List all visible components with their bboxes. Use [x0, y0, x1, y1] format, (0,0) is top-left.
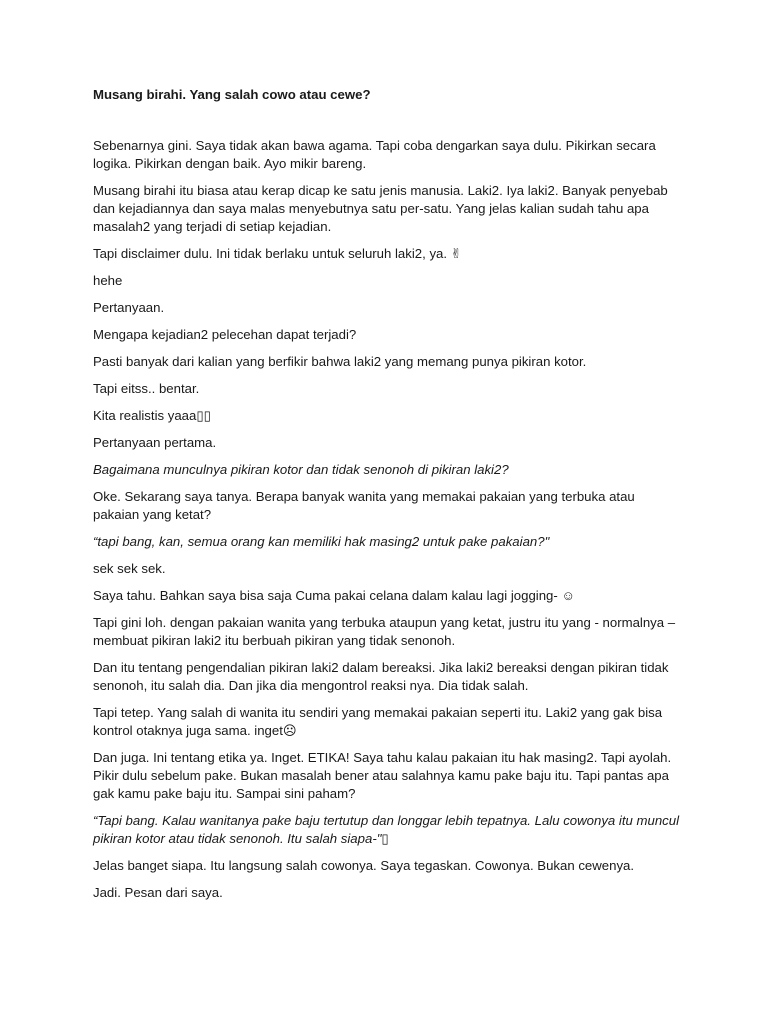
paragraph: Pasti banyak dari kalian yang berfikir bahwa laki2 yang memang punya pikiran kotor. — [93, 354, 587, 369]
paragraph: Tapi gini loh. dengan pakaian wanita yang terbuka ataupun yang ketat, justru itu yang - normalnya – membuat pikiran laki2 itu berbuah pikiran yang tidak senonoh. — [93, 615, 676, 648]
paragraph: Saya tahu. Bahkan saya bisa saja Cuma pakai celana dalam kalau lagi jogging- ☺ — [93, 588, 575, 603]
paragraph: Dan juga. Ini tentang etika ya. Inget. ETIKA! Saya tahu kalau pakaian itu hak masing2. Tapi ayolah. Pikir dulu sebelum pake. Bukan masalah bener atau salahnya kamu pake baju itu. Tapi pantas apa gak kamu pake baju itu. Sampai sini paham? — [93, 750, 672, 801]
paragraph: Musang birahi itu biasa atau kerap dicap ke satu jenis manusia. Laki2. Iya laki2. Banyak penyebab dan kejadiannya dan saya malas menyebutnya satu per-satu. Yang jelas kalian sudah tahu apa masalah2 yang terjadi di setiap kejadian. — [93, 183, 668, 234]
paragraph: Jelas banget siapa. Itu langsung salah cowonya. Saya tegaskan. Cowonya. Bukan cewenya. — [93, 858, 635, 873]
paragraph: Pertanyaan pertama. — [93, 435, 217, 450]
paragraph: Sebenarnya gini. Saya tidak akan bawa agama. Tapi coba dengarkan saya dulu. Pikirkan secara logika. Pikirkan dengan baik. Ayo mikir bareng. — [93, 138, 656, 171]
document-page — [93, 86, 683, 911]
paragraph: sek sek sek. — [93, 561, 166, 576]
paragraph: Mengapa kejadian2 pelecehan dapat terjadi? — [93, 327, 357, 342]
paragraph: Pertanyaan. — [93, 300, 165, 315]
paragraph: Bagaimana munculnya pikiran kotor dan tidak senonoh di pikiran laki2? — [93, 462, 509, 477]
paragraph: “Tapi bang. Kalau wanitanya pake baju tertutup dan longgar lebih tepatnya. Lalu cowonya itu muncul pikiran kotor atau tidak senonoh. Itu salah siapa-"▯ — [93, 813, 680, 846]
paragraph: Tapi eitss.. bentar. — [93, 381, 200, 396]
paragraph: Kita realistis yaaa▯▯ — [93, 408, 211, 423]
paragraph: Tapi disclaimer dulu. Ini tidak berlaku untuk seluruh laki2, ya. ✌ — [93, 246, 462, 261]
document-title: Musang birahi. Yang salah cowo atau cewe? — [93, 87, 371, 102]
paragraph: Jadi. Pesan dari saya. — [93, 885, 223, 900]
paragraph: Tapi tetep. Yang salah di wanita itu sendiri yang memakai pakaian seperti itu. Laki2 yang gak bisa kontrol otaknya juga sama. inget☹ — [93, 705, 663, 738]
paragraph: “tapi bang, kan, semua orang kan memiliki hak masing2 untuk pake pakaian?" — [93, 534, 550, 549]
document-body — [93, 137, 683, 902]
paragraph: hehe — [93, 273, 123, 288]
paragraph: Oke. Sekarang saya tanya. Berapa banyak wanita yang memakai pakaian yang terbuka atau pakaian yang ketat? — [93, 489, 635, 522]
paragraph: Dan itu tentang pengendalian pikiran laki2 dalam bereaksi. Jika laki2 bereaksi dengan pikiran tidak senonoh, itu salah dia. Dan jika dia mengontrol reaksi nya. Dia tidak salah. — [93, 660, 669, 693]
